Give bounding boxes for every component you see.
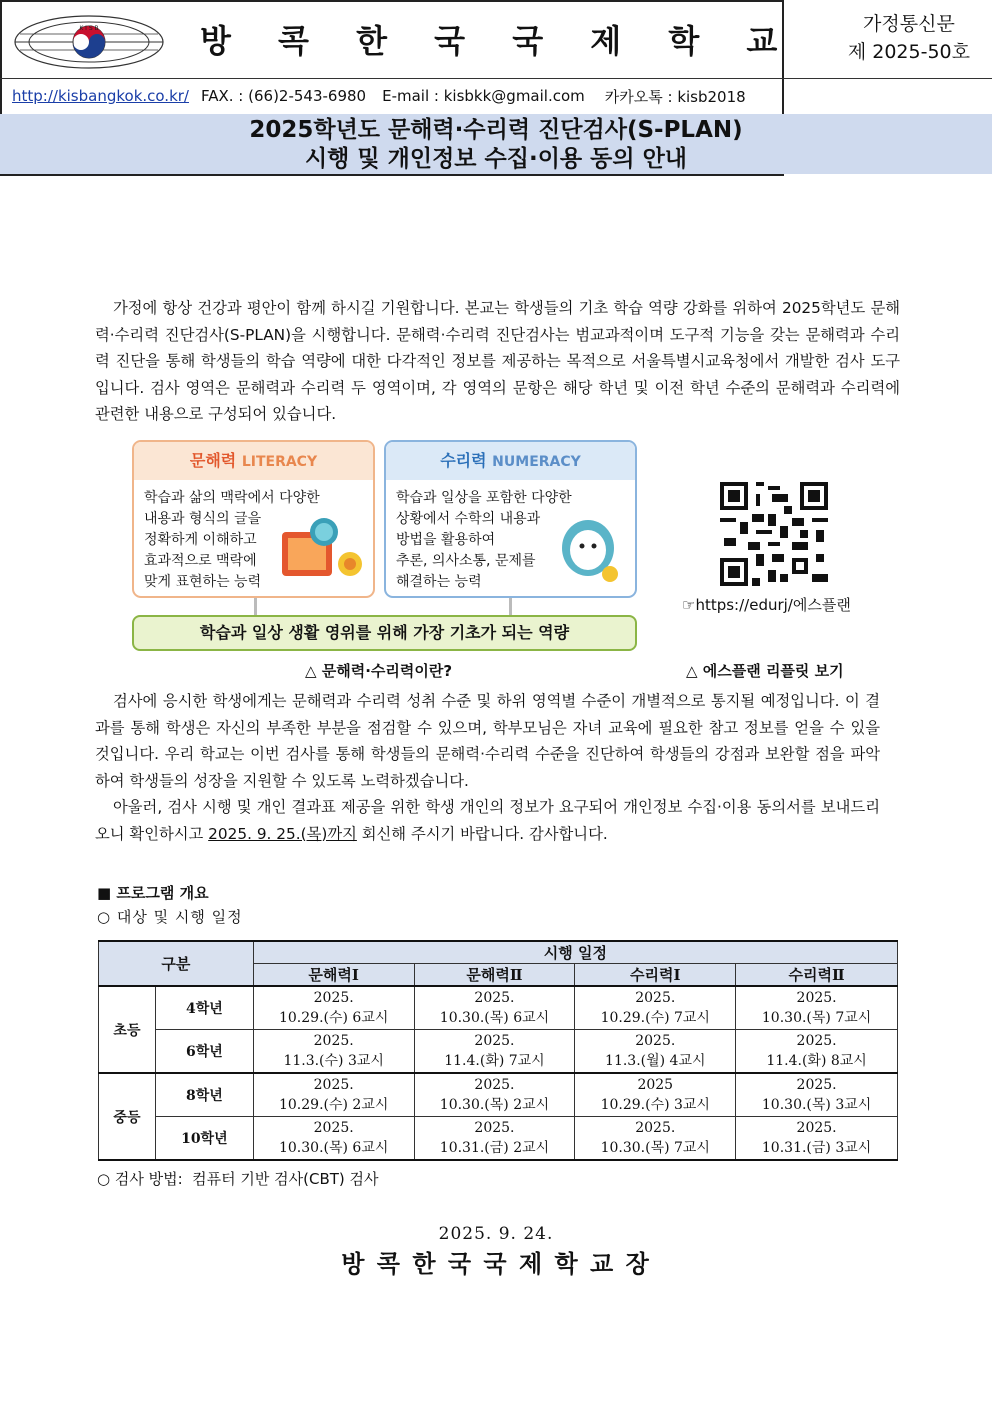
infographic-caption: △ 문해력·수리력이란? — [305, 662, 453, 680]
numeracy-line: 상황에서 수학의 내용과 — [396, 511, 541, 527]
schedule-cell: 2025. 11.4.(화) 8교시 — [736, 1030, 898, 1074]
schedule-cell: 2025. 11.3.(수) 3교시 — [253, 1030, 414, 1074]
schedule-cell: 2025. 10.30.(목) 7교시 — [736, 986, 898, 1030]
consent-text: 아울러, 검사 시행 및 개인 결과표 제공을 위한 학생 개인의 정보가 요구되어 개인정보 수집·이용 동의서를 보내드리오니 확인하시고 2025. 9. 25.(목)까지 회신해 주시기 바랍니다. 감사합니다. — [95, 798, 880, 843]
website-link[interactable]: http://kisbangkok.co.kr/ — [12, 87, 189, 105]
school-logo — [10, 6, 168, 72]
numeracy-line: 추론, 의사소통, 문제를 — [396, 553, 536, 569]
schedule-cell: 2025. 10.29.(수) 2교시 — [253, 1073, 414, 1117]
schedule-cell: 2025. 10.31.(금) 3교시 — [736, 1117, 898, 1161]
schedule-cell: 2025. 10.31.(금) 2교시 — [414, 1117, 575, 1161]
thinking-character-icon — [554, 512, 630, 588]
document-title — [0, 114, 992, 174]
foundation-banner: 학습과 일상 생활 영위를 위해 가장 기초가 되는 역량 — [132, 615, 637, 651]
contact-row — [0, 78, 992, 115]
schedule-cell: 2025. 11.4.(화) 7교시 — [414, 1030, 575, 1074]
grade-cell: 10학년 — [155, 1117, 253, 1161]
qr-caption: △ 에스플랜 리플릿 보기 — [686, 662, 844, 680]
level-cell: 초등 — [99, 986, 156, 1073]
schedule-cell: 2025. 10.30.(목) 7교시 — [575, 1117, 736, 1161]
issue-label — [848, 10, 970, 66]
issue-number: 제 2025-50호 — [847, 41, 970, 63]
schedule-cell: 2025. 10.29.(수) 6교시 — [253, 986, 414, 1030]
result-notice-text: 검사에 응시한 학생에게는 문해력과 수리력 성취 수준 및 하위 영역별 수준이 개별적으로 통지될 예정입니다. 이 결과를 통해 학생은 자신의 부족한 부분을 점검할 수 있으며, 학부모님은 자녀 교육에 필요한 참고 정보를 얻을 수 있을 것입니다. 우리 학교는 이번 검사를 통해 학생들의 문해력·수리력 수준을 진단하여 학생들의 강점과 보완할 점을 파악하여 학생들의 성장을 지원할 수 있도록 노력하겠습니다. — [95, 692, 880, 790]
grade-cell: 4학년 — [155, 986, 253, 1030]
school-name: 방 콕 한 국 국 제 학 교 — [200, 22, 796, 60]
table-row — [99, 986, 898, 1030]
title-line-2: 시행 및 개인정보 수집·이용 동의 안내 — [304, 146, 688, 172]
kakao: 카카오톡 : kisb2018 — [604, 87, 746, 106]
literacy-numeracy-infographic — [132, 440, 637, 652]
schedule-table — [98, 940, 898, 1161]
svg-text:K I S B: K I S B — [79, 25, 99, 32]
reading-character-icon — [276, 512, 368, 584]
literacy-line: 맞게 표현하는 능력 — [144, 574, 262, 590]
test-method: ○ 검사 방법: 컴퓨터 기반 검사(CBT) 검사 — [97, 1170, 379, 1188]
literacy-card — [132, 440, 375, 598]
schedule-cell: 2025. 10.30.(목) 3교시 — [736, 1073, 898, 1117]
schedule-cell: 2025. 10.30.(목) 6교시 — [253, 1117, 414, 1161]
numeracy-title-en: NUMERACY — [492, 454, 581, 470]
issue-date: 2025. 9. 24. — [438, 1224, 554, 1244]
schedule-header: 시행 일정 — [253, 941, 897, 964]
signer: 방 콕 한 국 국 제 학 교 장 — [341, 1249, 651, 1278]
numeracy-title-kr: 수리력 — [440, 451, 487, 470]
literacy-line: 정확하게 이해하고 — [144, 532, 257, 548]
schedule-cell: 2025. 10.30.(목) 6교시 — [414, 986, 575, 1030]
table-row — [99, 1117, 898, 1161]
numeracy-card-head — [386, 442, 635, 480]
intro-paragraph — [95, 295, 900, 428]
email: E-mail : kisbkk@gmail.com — [382, 87, 585, 105]
literacy-title-en: LITERACY — [241, 454, 318, 470]
schedule-cell: 2025. 10.29.(수) 7교시 — [575, 986, 736, 1030]
literacy-line: 효과적으로 맥락에 — [144, 553, 257, 569]
qr-code-icon[interactable] — [720, 482, 828, 586]
program-heading: ■ 프로그램 개요 — [97, 884, 209, 902]
program-subheading: ○ 대상 및 시행 일정 — [97, 908, 243, 926]
issue-type: 가정통신문 — [863, 13, 955, 35]
subject-header: 수리력Ⅱ — [736, 964, 898, 987]
literacy-line: 학습과 삶의 맥락에서 다양한 — [144, 490, 320, 506]
deadline: 2025. 9. 25.(목)까지 — [208, 824, 357, 843]
schedule-cell: 2025 10.29.(수) 3교시 — [575, 1073, 736, 1117]
intro-text: 가정에 항상 건강과 평안이 함께 하시길 기원합니다. 본교는 학생들의 기초 학습 역량 강화를 위하여 2025학년도 문해력·수리력 진단검사(S-PLAN)을 시행합니다. 문해력·수리력 진단검사는 범교과적이며 도구적 기능을 갖는 문해력과 수리력 진단을 통해 학생들의 학습 역량에 대한 다각적인 정보를 제공하는 목적으로 서울특별시교육청에서 개발한 검사 도구입니다. 검사 영역은 문해력과 수리력 두 영역이며, 각 영역의 문항은 해당 학년 및 이전 학년 수준의 문해력과 수리력에 관련한 내용으로 구성되어 있습니다. — [95, 299, 900, 423]
newsletter-header — [0, 0, 970, 176]
subject-header: 문해력Ⅱ — [414, 964, 575, 987]
fax: FAX. : (66)2-543-6980 — [200, 87, 367, 105]
numeracy-line: 학습과 일상을 포함한 다양한 — [396, 490, 572, 506]
title-line-1: 2025학년도 문해력·수리력 진단검사(S-PLAN) — [249, 117, 743, 143]
schedule-cell: 2025. 11.3.(월) 4교시 — [575, 1030, 736, 1074]
body-paragraphs — [95, 688, 880, 847]
grade-cell: 8학년 — [155, 1073, 253, 1117]
level-cell: 중등 — [99, 1073, 156, 1160]
literacy-line: 내용과 형식의 글을 — [144, 511, 262, 527]
header-top-row — [0, 0, 992, 79]
numeracy-line: 해결하는 능력 — [396, 574, 482, 590]
table-row — [99, 1073, 898, 1117]
numeracy-line: 방법을 활용하여 — [396, 532, 496, 548]
subject-header: 수리력Ⅰ — [575, 964, 736, 987]
numeracy-card — [384, 440, 637, 598]
schedule-cell: 2025. 10.30.(목) 2교시 — [414, 1073, 575, 1117]
literacy-title-kr: 문해력 — [189, 451, 237, 470]
grade-cell: 6학년 — [155, 1030, 253, 1074]
literacy-card-head — [134, 442, 373, 480]
qr-link[interactable]: ☞https://edurj/에스플랜 — [682, 596, 851, 614]
table-row — [99, 1030, 898, 1074]
subject-header: 문해력Ⅰ — [253, 964, 414, 987]
col-group-header: 구분 — [99, 941, 254, 986]
